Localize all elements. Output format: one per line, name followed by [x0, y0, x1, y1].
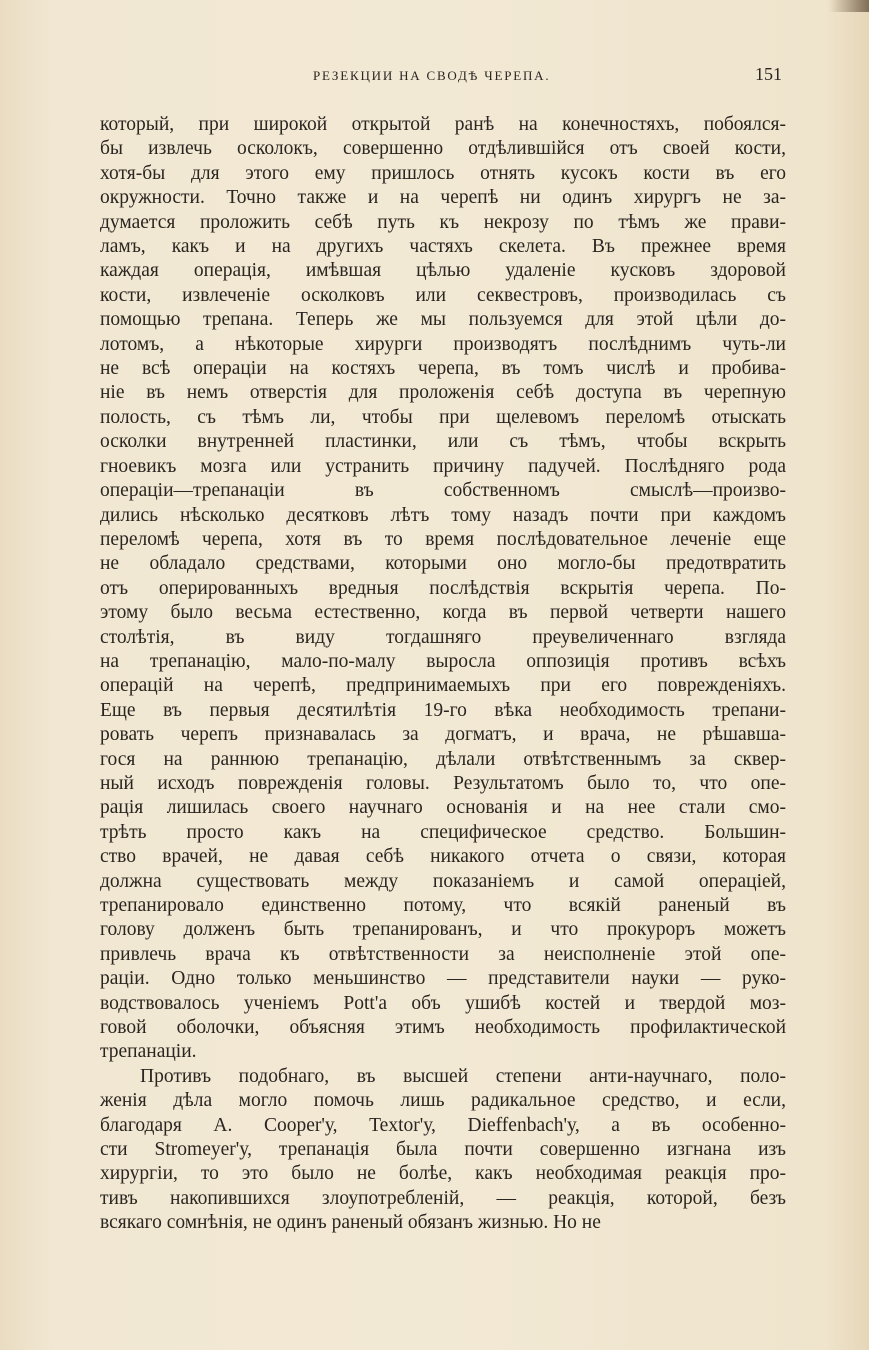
text-line: говой оболочки, объясняя этимъ необходимость профилактической	[100, 1017, 786, 1039]
text-line: этому было весьма естественно, когда въ первой четверти нашего	[100, 602, 786, 624]
text-line: привлечь врача къ отвѣтственности за неисполненіе этой опе-	[100, 943, 786, 965]
text-line: операціи—трепанаціи въ собственномъ смыслѣ—произво-	[100, 480, 786, 502]
text-line: осколки внутренней пластинки, или съ тѣмъ, чтобы вскрыть	[100, 431, 786, 453]
text-line: дились нѣсколько десятковъ лѣтъ тому назадъ почти при каждомъ	[100, 504, 786, 526]
text-line: ламъ, какъ и на другихъ частяхъ скелета. Въ прежнее время	[100, 236, 786, 258]
text-line: отъ оперированныхъ вредныя послѣдствія вскрытія черепа. По-	[100, 577, 786, 599]
text-line: ровать черепъ признавалась за догматъ, и врача, не рѣшавша-	[100, 724, 786, 746]
text-line: голову долженъ быть трепанированъ, и что прокуроръ можетъ	[100, 919, 786, 941]
text-line: не всѣ операціи на костяхъ черепа, въ томъ числѣ и пробива-	[100, 358, 786, 380]
text-line: помощью трепана. Теперь же мы пользуемся для этой цѣли до-	[100, 309, 786, 331]
text-line: думается проложить себѣ путь къ некрозу по тѣмъ же прави-	[100, 211, 786, 233]
text-line: всякаго сомнѣнія, не одинъ раненый обязанъ жизнью. Но не	[100, 1212, 601, 1234]
text-line: кости, извлеченіе осколковъ или секвестровъ, производилась съ	[100, 284, 786, 306]
text-line: раціи. Одно только меньшинство — представители науки — руко-	[100, 968, 786, 990]
text-line: сти Stromeyer'у, трепанація была почти совершенно изгнана изъ	[100, 1139, 786, 1161]
text-line: ство врачей, не давая себѣ никакого отчета о связи, которая	[100, 846, 786, 868]
running-head: РЕЗЕКЦИИ НА СВОДѢ ЧЕРЕПА.	[313, 68, 551, 83]
text-line: должна существовать между показаніемъ и самой операціей,	[100, 870, 786, 892]
paragraph-2	[100, 1065, 786, 1236]
text-line: женія дѣла могло помочь лишь радикальное средство, и если,	[100, 1090, 786, 1112]
text-line: бы извлечь осколокъ, совершенно отдѣлившійся отъ своей кости,	[100, 138, 786, 160]
text-line: лотомъ, а нѣкоторые хирурги производятъ послѣднимъ чуть-ли	[100, 333, 786, 355]
text-line: на трепанацію, мало-по-малу выросла оппозиція противъ всѣхъ	[100, 650, 786, 672]
text-line: каждая операція, имѣвшая цѣлью удаленіе кусковъ здоровой	[100, 260, 786, 282]
body-text	[100, 113, 786, 1236]
text-line: переломѣ черепа, хотя въ то время послѣдовательное леченіе еще	[100, 528, 786, 550]
text-line: хирургіи, то это было не болѣе, какъ необходимая реакція про-	[100, 1163, 786, 1185]
text-line: трепанировало единственно потому, что всякій раненый въ	[100, 895, 786, 916]
page-header	[100, 64, 786, 90]
text-line: трѣть просто какъ на специфическое средство. Большин-	[100, 821, 786, 843]
text-line: окружности. Точно также и на черепѣ ни одинъ хирургъ не за-	[100, 187, 786, 209]
text-line: тивъ накопившихся злоупотребленій, — реакція, которой, безъ	[100, 1187, 786, 1209]
text-line: ный исходъ поврежденія головы. Результатомъ было то, что опе-	[100, 772, 786, 794]
text-line: трепанаціи.	[100, 1041, 197, 1063]
text-line: водствовалось ученіемъ Pott'а объ ушибѣ костей и твердой мoз-	[100, 992, 786, 1014]
text-line: хотя-бы для этого ему пришлось отнять кусокъ кости въ его	[100, 162, 786, 184]
text-line: не обладало средствами, которыми оно могло-бы предотвратить	[100, 553, 786, 575]
text-line: полость, съ тѣмъ ли, чтобы при щелевомъ переломѣ отыскать	[100, 406, 786, 428]
text-line: гноевикъ мозга или устранить причину падучей. Послѣдняго рода	[100, 455, 786, 477]
text-line: рація лишилась своего научнаго основанія и на нее стали смо-	[100, 797, 786, 819]
text-line: столѣтія, въ виду тогдашняго преувеличеннаго взгляда	[100, 626, 786, 648]
scan-edge-shadow	[829, 0, 869, 12]
paragraph-1	[100, 113, 786, 1065]
text-line: благодаря A. Cooper'у, Textor'у, Dieffenbach'у, а въ особенно-	[100, 1114, 786, 1136]
text-line: операцій на черепѣ, предпринимаемыхъ при его поврежденіяхъ.	[100, 675, 786, 697]
text-line: гося на раннюю трепанацію, дѣлали отвѣтственнымъ за сквер-	[100, 748, 786, 770]
text-line: ніе въ немъ отверстія для проложенія себѣ доступа въ черепную	[100, 382, 786, 404]
text-line: Еще въ первыя десятилѣтія 19-го вѣка необходимость трепани-	[100, 699, 786, 721]
text-line: который, при широкой открытой ранѣ на конечностяхъ, побоялся-	[100, 114, 786, 135]
page-number: 151	[755, 64, 782, 84]
text-line: Противъ подобнаго, въ высшей степени анти-научнаго, поло-	[140, 1065, 786, 1087]
